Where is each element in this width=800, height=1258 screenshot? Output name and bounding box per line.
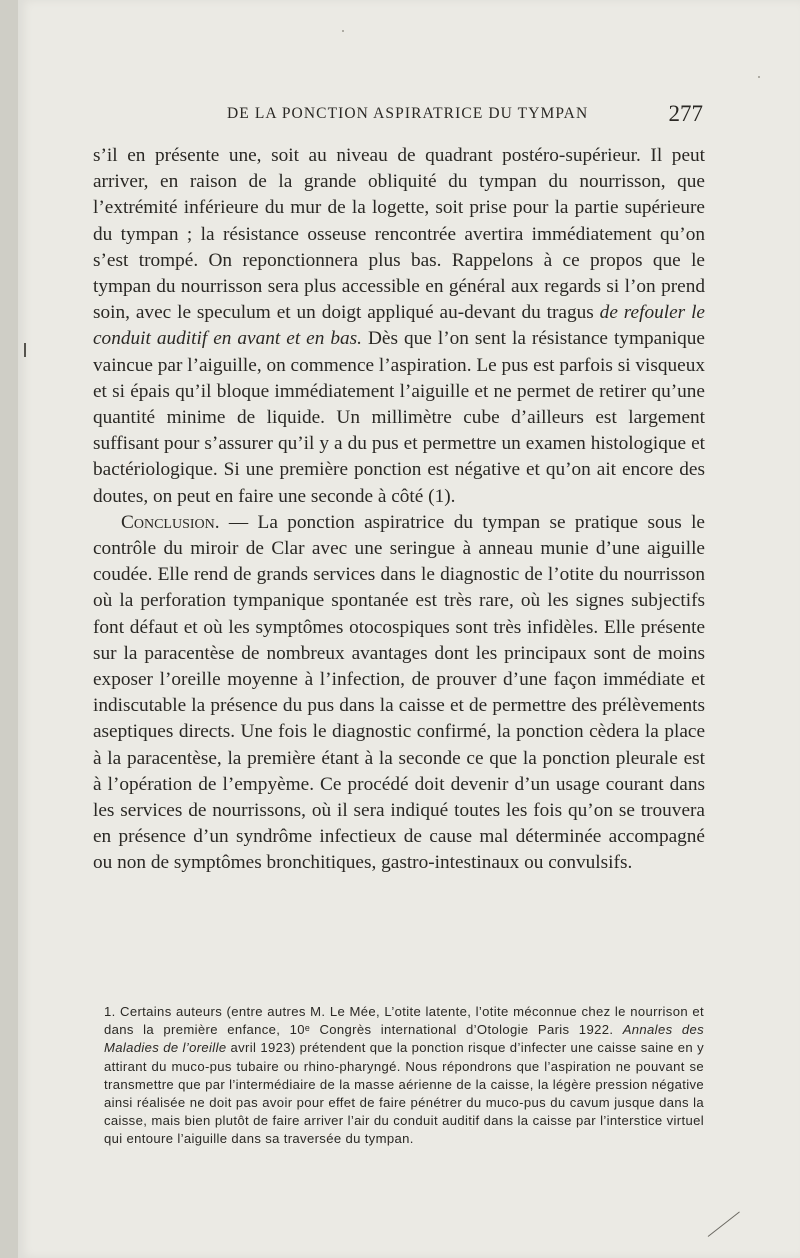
paper-speck: [758, 76, 760, 78]
footnote-italic: Annales des Maladies de l’oreille: [104, 1022, 704, 1056]
paper-speck: [342, 30, 344, 32]
paragraph: [93, 143, 705, 510]
main-text: [93, 143, 705, 877]
paragraph-text: s’il en présente une, soit au niveau de quadrant postéro-supérieur. Il peut arriver, en raison de la grande obliquité du tympan du nourrisson, que l’extrémité inférieure du mur de la logette, soit prise pour la partie supérieure du tympan ; la résistance osseuse rencontrée avertira immédiatement qu’on s’est trompé. On reponctionnera plus bas. Rappelons à ce propos que le tympan du nourrisson sera plus accessible en général aux regards si l’on prend soin, avec le speculum et un doigt appliqué au-devant du tragus: [93, 145, 705, 324]
footnote: [104, 1003, 704, 1149]
footnote-text-part: avril 1923) prétendent que la ponction risque d’infecter une caisse saine en y attirant du muco-pus tubaire ou rhino-pharyngé. Nous répondrons que l’aspiration ne pouvant se transmettre que par l’intermédiaire de la masse aérienne de la caisse, la légère pression négative ainsi réalisée ne doit pas avoir pour effet de faire pénétrer du muco-pus du cavum jusque dans la caisse, mais bien plutôt de faire arriver l’air du conduit auditif dans la caisse par l’interstice virtuel qui entoure l’aiguille dans sa traversée du tympan.: [104, 1040, 704, 1147]
page-gutter: [0, 0, 18, 1258]
conclusion-paragraph: [93, 510, 705, 877]
paragraph-text: Dès que l’on sent la résistance tympanique vaincue par l’aiguille, on commence l’aspiration. Le pus est parfois si visqueux et si épais qu’il bloque immédiatement l’aiguille et ne permet de retirer qu’une quantité minime de liquide. Un millimètre cube d’ailleurs est largement suffisant pour s’assurer qu’il y a du pus et permettre un examen histologique et bactériologique. Si une première ponction est négative et qu’on ait encore des doutes, on peut en faire une seconde à côté (1).: [93, 328, 706, 507]
pencil-mark: [708, 1211, 740, 1236]
margin-mark: [24, 343, 26, 357]
footnote-text-part: 1. Certains auteurs (entre autres M. Le Mée, L’otite latente, l’otite méconnue chez le nourrison et dans la première enfance, 10ᵉ Congrès international d’Otologie Paris 1922.: [104, 1004, 704, 1038]
footnote-text: [104, 1003, 704, 1149]
paragraph-text: — La ponction aspiratrice du tympan se pratique sous le contrôle du miroir de Clar avec une seringue à anneau munie d’une aiguille coudée. Elle rend de grands services dans le diagnostic de l’otite du nourrisson où la perforation tympanique spontanée est très rare, où les signes subjectifs font défaut et où les symptômes otocospiques sont très infidèles. Elle présente sur la paracentèse de nombreux avantages dont les principaux sont de moins exposer l’oreille moyenne à l’infection, de prouver d’une façon immédiate et indiscutable la présence du pus dans la caisse et de permettre des prélèvements aseptiques directs. Une fois le diagnostic confirmé, la ponction cèdera la place à la paracentèse, la première étant à la seconde ce que la ponction pleurale est à l’opération de l’empyème. Ce procédé doit devenir d’un usage courant dans les services de nourrissons, où il sera indiqué toutes les fois qu’on se trouvera en présence d’un syndrôme infectieux de cause mal déterminée accompagné ou non de symptômes bronchitiques, gastro-intestinaux ou convulsifs.: [93, 511, 705, 874]
italic-phrase: de refouler le conduit auditif en avant et en bas.: [93, 302, 705, 350]
page-number: 277: [668, 101, 703, 126]
section-label: Conclusion.: [121, 511, 220, 533]
running-title: DE LA PONCTION ASPIRATRICE DU TYMPAN: [227, 105, 589, 122]
running-header: [97, 101, 709, 131]
